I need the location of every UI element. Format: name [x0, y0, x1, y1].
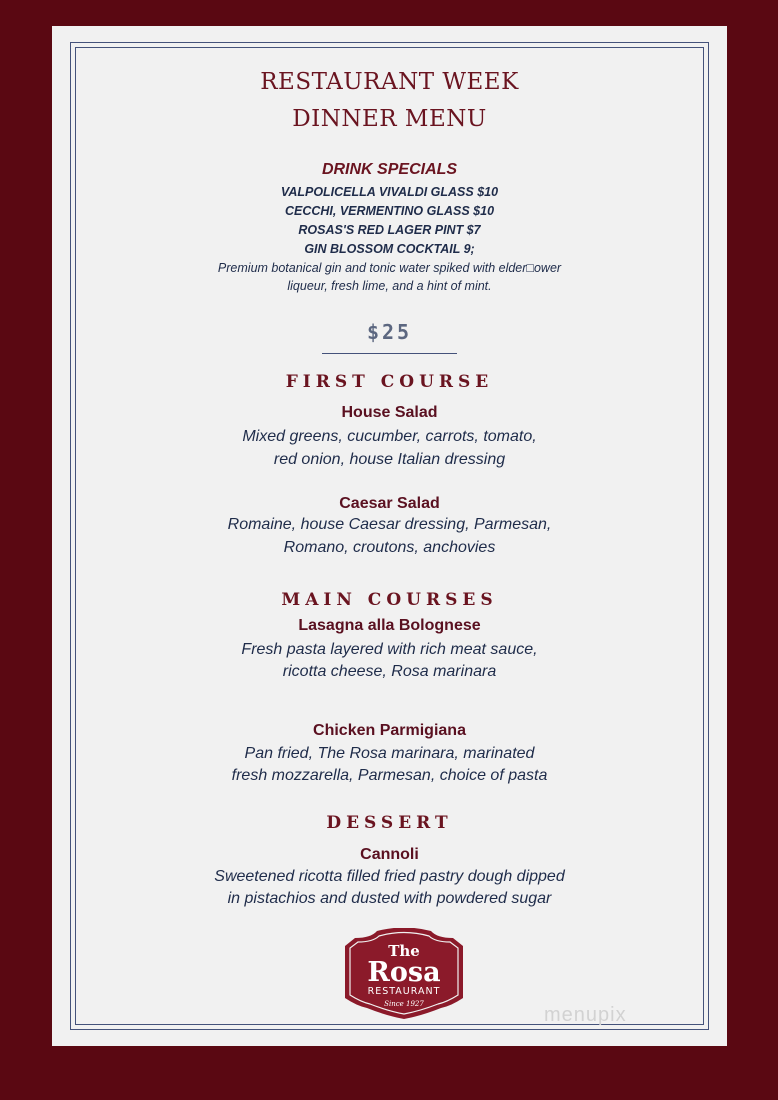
the-rosa-logo — [341, 928, 467, 1020]
menu-title-line1: RESTAURANT WEEK — [260, 69, 519, 95]
dish-description: red onion, house Italian dressing — [273, 451, 506, 468]
dish-description: ricotta cheese, Rosa marinara — [282, 663, 497, 680]
first-course-heading: FIRST COURSE — [285, 372, 494, 392]
dish-description: fresh mozzarella, Parmesan, choice of pasta — [231, 767, 548, 784]
drink-item: VALPOLICELLA VIVALDI GLASS $10 — [280, 185, 499, 199]
drink-item: CECCHI, VERMENTINO GLASS $10 — [284, 204, 495, 218]
dish-name: Cannoli — [360, 846, 419, 863]
dish-description: Romano, croutons, anchovies — [283, 539, 496, 556]
dish-description: in pistachios and dusted with powdered sugar — [227, 890, 552, 907]
dish-name: Lasagna alla Bolognese — [298, 617, 481, 634]
price-divider — [322, 353, 457, 354]
menu-title-line2: DINNER MENU — [292, 106, 487, 132]
menu-price: $25 — [366, 320, 413, 344]
drink-item: ROSAS'S RED LAGER PINT $7 — [298, 223, 481, 237]
main-courses-heading: MAIN COURSES — [281, 590, 498, 610]
drink-specials-heading: DRINK SPECIALS — [321, 161, 458, 178]
drink-description: Premium botanical gin and tonic water spiked with elder□ower — [217, 261, 562, 275]
drink-description: liqueur, fresh lime, and a hint of mint. — [287, 279, 492, 293]
dish-name: Chicken Parmigiana — [313, 722, 466, 739]
dish-description: Fresh pasta layered with rich meat sauce, — [241, 641, 538, 658]
logo-restaurant: RESTAURANT — [367, 986, 441, 997]
logo-rosa: Rosa — [367, 957, 441, 988]
dessert-heading: DESSERT — [326, 813, 453, 833]
dish-name: Caesar Salad — [339, 495, 440, 512]
logo-the: The — [388, 942, 420, 960]
menu-content — [52, 26, 727, 1046]
watermark: menupix — [544, 1004, 627, 1026]
dish-description: Sweetened ricotta filled fried pastry dough dipped — [214, 868, 565, 885]
dish-description: Pan fried, The Rosa marinara, marinated — [244, 745, 535, 762]
menu-page — [52, 26, 727, 1046]
dish-description: Romaine, house Caesar dressing, Parmesan, — [227, 516, 552, 533]
dish-name: House Salad — [341, 404, 438, 421]
dish-description: Mixed greens, cucumber, carrots, tomato, — [242, 428, 537, 445]
logo-since: Since 1927 — [384, 1000, 424, 1008]
drink-item: GIN BLOSSOM COCKTAIL 9; — [304, 242, 475, 256]
